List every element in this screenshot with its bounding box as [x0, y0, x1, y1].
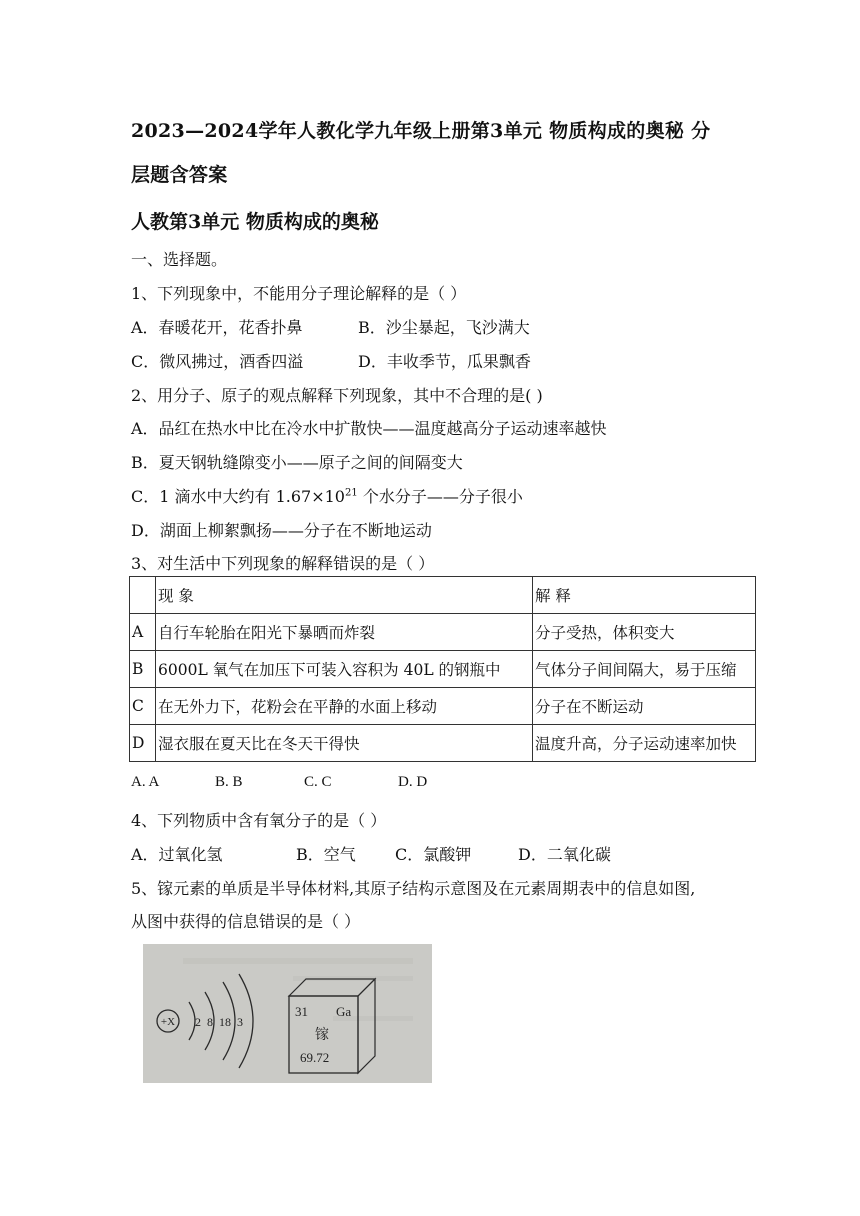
row-phenomenon: 6000L 氧气在加压下可装入容积为 40L 的钢瓶中	[156, 651, 533, 688]
q3-answer-c: C. C	[304, 774, 332, 790]
q3-stem: 3、对生活中下列现象的解释错误的是（ ）	[131, 554, 435, 573]
table-row	[130, 688, 756, 725]
table-row	[130, 725, 756, 762]
q2-option-a: A．品红在热水中比在冷水中扩散快——温度越高分子运动速率越快	[131, 419, 607, 438]
q1-option-b: B．沙尘暴起，飞沙满大	[358, 318, 530, 337]
q1-stem: 1、下列现象中，不能用分子理论解释的是（ ）	[131, 284, 467, 303]
q4-option-a: A．过氧化氢	[131, 845, 223, 864]
q2-option-d: D．湖面上柳絮飘扬——分子在不断地运动	[131, 521, 432, 540]
q3-table	[129, 576, 756, 762]
q2-option-c	[131, 484, 523, 507]
table-row	[130, 651, 756, 688]
q4-stem: 4、下列物质中含有氧分子的是（ ）	[131, 811, 387, 830]
unit-subtitle: 人教第3单元 物质构成的奥秘	[131, 211, 379, 233]
q2-option-c-exponent: 21	[345, 487, 358, 499]
row-explanation: 分子在不断运动	[533, 688, 756, 725]
q3-answer-a: A. A	[131, 774, 160, 790]
atomic-mass: 69.72	[300, 1050, 330, 1065]
row-label: D	[130, 725, 156, 762]
table-header-label	[130, 577, 156, 614]
q4-option-c: C．氯酸钾	[395, 845, 472, 864]
table-header-explanation: 解 释	[533, 577, 756, 614]
q4-option-d: D．二氧化碳	[518, 845, 611, 864]
row-label: B	[130, 651, 156, 688]
q5-stem-line1: 5、镓元素的单质是半导体材料,其原子结构示意图及在元素周期表中的信息如图,	[131, 879, 696, 898]
q2-option-c-post: 个水分子——分子很小	[357, 487, 523, 506]
document-title-line2: 层题含答案	[131, 164, 228, 186]
element-symbol: Ga	[336, 1004, 352, 1019]
row-explanation: 气体分子间间隔大，易于压缩	[533, 651, 756, 688]
row-explanation: 温度升高，分子运动速率加快	[533, 725, 756, 762]
q1-option-d: D．丰收季节，瓜果飘香	[358, 352, 531, 371]
section-heading: 一、选择题。	[131, 250, 228, 269]
q2-option-b: B．夏天钢轨缝隙变小——原子之间的间隔变大	[131, 453, 463, 472]
q1-option-c: C．微风拂过，酒香四溢	[131, 352, 304, 371]
table-row	[130, 614, 756, 651]
atomic-number: 31	[295, 1004, 308, 1019]
row-phenomenon: 在无外力下，花粉会在平静的水面上移动	[156, 688, 533, 725]
gallium-figure	[143, 944, 432, 1083]
row-phenomenon: 湿衣服在夏天比在冬天干得快	[156, 725, 533, 762]
q5-stem-line2: 从图中获得的信息错误的是（ ）	[131, 912, 361, 931]
gallium-diagram	[143, 944, 432, 1083]
q3-answer-d: D. D	[398, 774, 428, 790]
row-label: A	[130, 614, 156, 651]
table-header-row	[130, 577, 756, 614]
q2-stem: 2、用分子、原子的观点解释下列现象，其中不合理的是( )	[131, 386, 543, 405]
table-header-phenomenon: 现 象	[156, 577, 533, 614]
q1-option-a: A．春暖花开，花香扑鼻	[131, 318, 303, 337]
q2-option-c-pre: C．1 滴水中大约有 1.67×10	[131, 487, 345, 506]
element-name: 镓	[315, 1027, 329, 1043]
q3-answer-b: B. B	[215, 774, 243, 790]
document-title-line1: 2023—2024学年人教化学九年级上册第3单元 物质构成的奥秘 分	[131, 120, 711, 142]
row-phenomenon: 自行车轮胎在阳光下暴晒而炸裂	[156, 614, 533, 651]
nucleus-label: +X	[160, 1016, 176, 1028]
row-explanation: 分子受热，体积变大	[533, 614, 756, 651]
electron-counts: 2 8 18 3	[195, 1015, 243, 1029]
q4-option-b: B．空气	[296, 845, 356, 864]
row-label: C	[130, 688, 156, 725]
